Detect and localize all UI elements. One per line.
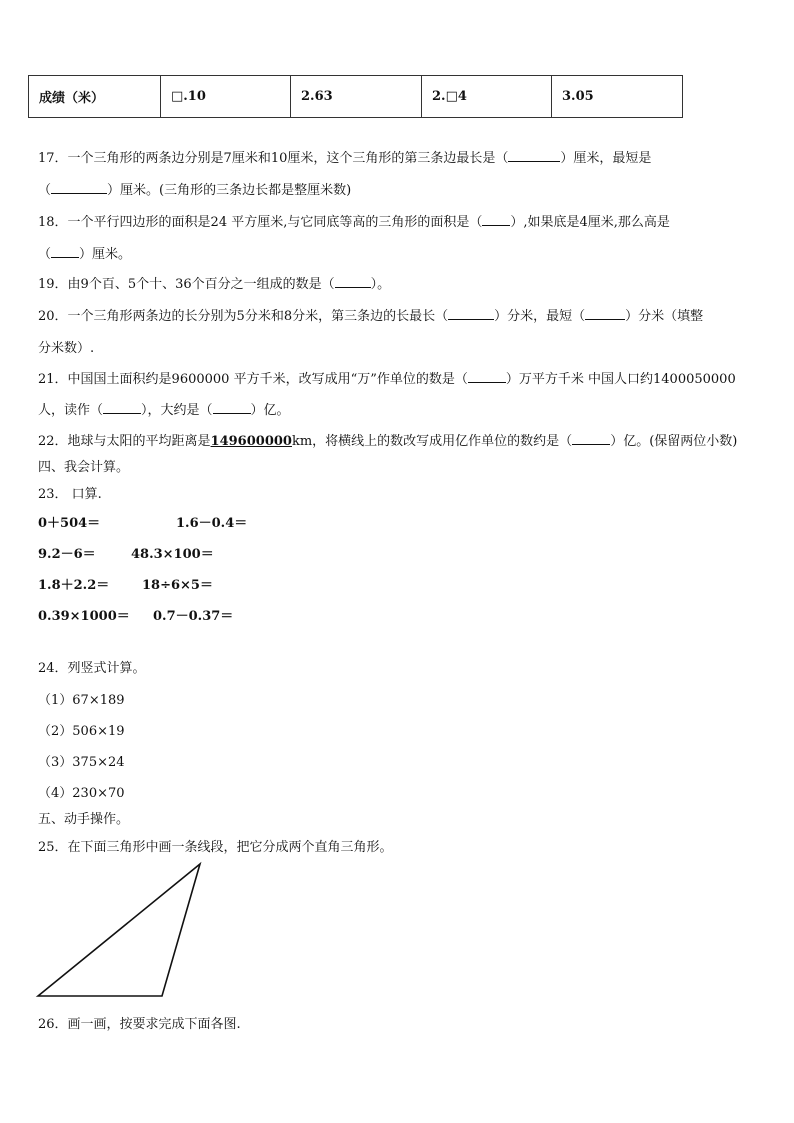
q21-text-d: ），大约是（ [141,403,213,418]
q22-text-c: ）亿。(保留两位小数) [610,434,738,449]
triangle-shape [38,864,200,996]
question-24-title: 24．列竖式计算。 [38,661,146,676]
oral-item: 18÷6×5＝ [142,578,213,593]
q17-text-d: ）厘米。(三角形的三条边长都是整厘米数) [107,183,352,198]
oral-item: 0＋504＝ [38,516,101,531]
oral-item: 0.39×1000＝ [38,609,130,624]
q22-underlined-number: 149600000 [210,434,292,449]
q19-text-b: ）。 [370,277,391,292]
q21-text-c: 人，读作（ [38,403,104,418]
q21-text-b: ）万平方千米 中国人口约1400050000 [505,372,736,387]
oral-item: 1.8＋2.2＝ [38,578,110,593]
q18-text-c: （ [38,247,52,262]
q19-text-a: 19．由9个百、5个十、36个百分之一组成的数是（ [38,277,335,292]
q18-text-a: 18．一个平行四边形的面积是24 平方厘米,与它同底等高的三角形的面积是（ [38,215,483,230]
vertical-calc-item: （4）230×70 [38,786,125,801]
question-25: 25．在下面三角形中画一条线段，把它分成两个直角三角形。 [38,840,393,855]
oral-item: 48.3×100＝ [131,547,214,562]
table-cell: 2.□4 [422,76,552,118]
q17-text-b: ）厘米，最短是 [560,151,652,166]
table-header-cell: 成绩（米） [29,76,161,118]
q22-text-b: km，将横线上的数改写成用亿作单位的数约是（ [291,434,573,449]
q20-text-a: 20．一个三角形两条边的长分别为5分米和8分米，第三条边的长最长（ [38,309,449,324]
q20-text-d: 分米数）. [38,341,95,356]
q22-text-a: 22．地球与太阳的平均距离是 [38,434,211,449]
oral-item: 9.2－6＝ [38,547,96,562]
q20-text-c: ）分米（填整 [625,309,704,324]
q18-text-b: ）,如果底是4厘米,那么高是 [510,215,670,230]
vertical-calc-item: （2）506×19 [38,724,125,739]
q17-text-c: （ [38,183,52,198]
question-26: 26．画一画，按要求完成下面各图. [38,1017,241,1032]
section-4-heading: 四、我会计算。 [38,460,130,475]
section-5-heading: 五、动手操作。 [38,812,130,827]
question-23-title: 23． 口算. [38,487,102,502]
table-cell: □.10 [161,76,291,118]
q21-text-a: 21．中国国土面积约是9600000 平方千米，改写成用“万”作单位的数是（ [38,372,468,387]
q18-text-d: ）厘米。 [79,247,132,262]
q17-text-a: 17．一个三角形的两条边分别是7厘米和10厘米，这个三角形的第三条边最长是（ [38,151,509,166]
vertical-calc-item: （3）375×24 [38,755,125,770]
oral-item: 1.6－0.4＝ [176,516,248,531]
table-cell: 3.05 [552,76,683,118]
table-cell: 2.63 [291,76,422,118]
vertical-calc-item: （1）67×189 [38,693,125,708]
oral-item: 0.7－0.37＝ [153,609,234,624]
q20-text-b: ）分米，最短（ [494,309,586,324]
q21-text-e: ）亿。 [250,403,290,418]
